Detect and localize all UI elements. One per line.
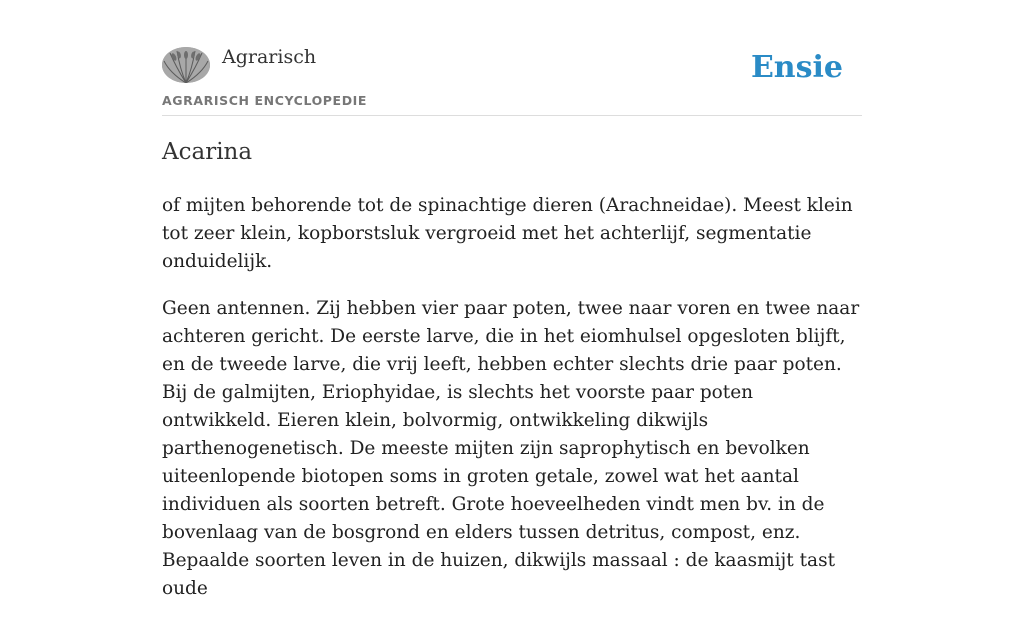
source-subtitle: AGRARISCH ENCYCLOPEDIE [162,93,368,108]
article-title: Acarina [162,139,253,165]
article-body [162,192,862,622]
header [162,44,862,116]
wheat-logo-icon[interactable] [162,47,210,83]
header-divider [162,115,862,116]
article-paragraph: Geen antennen. Zij hebben vier paar poten, twee naar voren en twee naar achteren gericht. De eerste larve, die in het eiomhulsel opgesloten blijft, en de tweede larve, die vrij leeft, hebben echter slechts drie paar poten. Bij de galmijten, Eriophyidae, is slechts het voorste paar poten ontwikkeld. Eieren klein, bolvormig, ontwikkeling dikwijls parthenogenetisch. De meeste mijten zijn saprophytisch en bevolken uiteenlopende biotopen soms in groten getale, zowel wat het aantal individuen als soorten betreft. Grote hoeveelheden vindt men bv. in de bovenlaag van de bosgrond en elders tussen detritus, compost, enz. Bepaalde soorten leven in de huizen, dikwijls massaal : de kaasmijt tast oude [162,298,860,599]
article-paragraph: of mijten behorende tot de spinachtige dieren (Arachneidae). Meest klein tot zeer klein, kopborstsluk vergroeid met het achterlijf, segmentatie onduidelijk. [162,195,853,272]
brand-logo[interactable]: Ensie [750,50,843,85]
source-name[interactable]: Agrarisch [222,46,317,68]
